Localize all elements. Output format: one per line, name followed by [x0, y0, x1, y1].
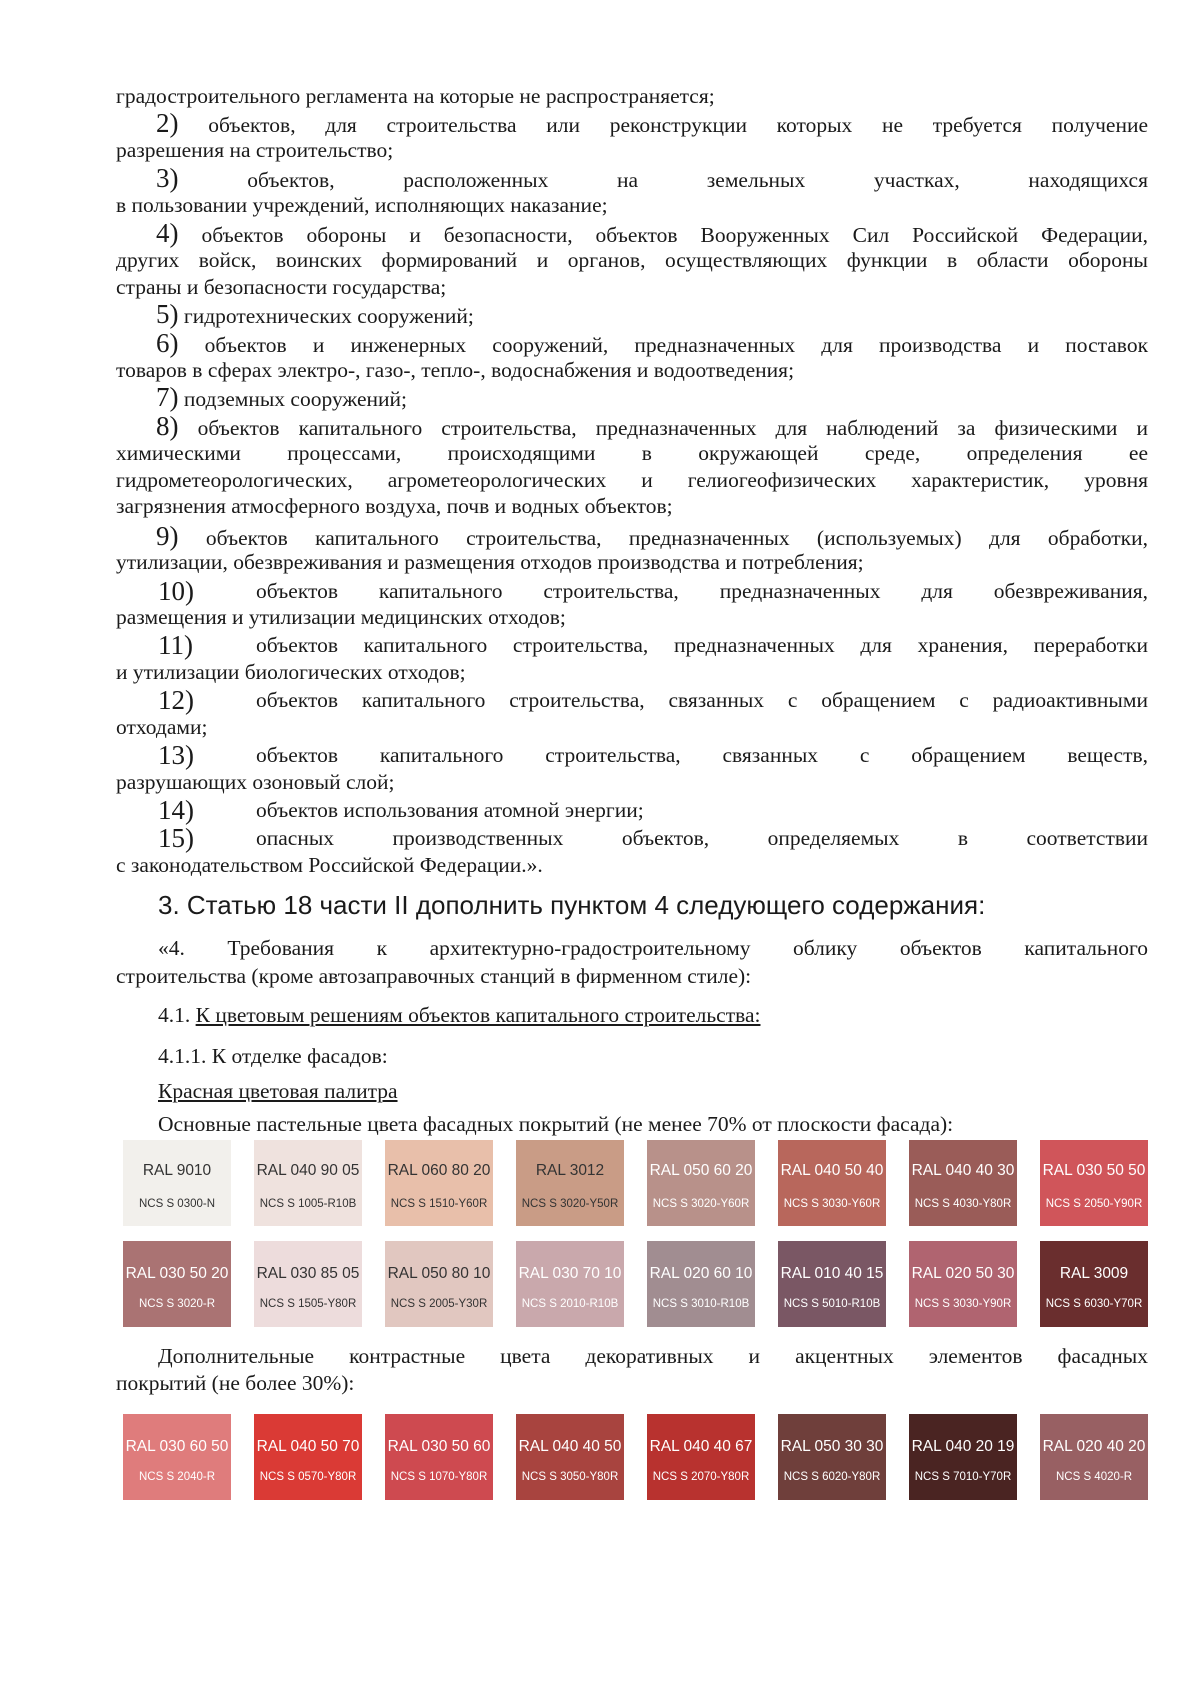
list-item-13: 13) объектов капитального строительства, связанных с обращением веществ, [158, 740, 1148, 770]
item-number: 15) [158, 823, 194, 853]
list-item-9: 9) объектов капитального строительства, предназначенных (используемых) для обработки, [156, 521, 1149, 551]
requirements-intro: «4. Требования к архитектурно-градостроительному облику объектов капитального [158, 936, 1148, 960]
list-item-8: 8) объектов капитального строительства, предназначенных для наблюдений за физическими и [156, 411, 1148, 441]
ncs-code: NCS S 0300-N [138, 1198, 216, 1210]
list-item-5: 5) гидротехнических сооружений; [156, 299, 474, 329]
list-item-11: 11) объектов капитального строительства, предназначенных для хранения, переработки [158, 630, 1148, 660]
ral-code: RAL 3012 [535, 1162, 605, 1179]
color-swatch [909, 1140, 1017, 1226]
item-number: 7) [156, 382, 179, 412]
ral-code: RAL 050 80 10 [387, 1265, 491, 1282]
ncs-code: NCS S 6030-Y70R [1045, 1298, 1143, 1310]
ral-code: RAL 040 40 50 [518, 1438, 622, 1455]
item-number: 14) [158, 795, 194, 825]
color-swatch [516, 1414, 624, 1500]
section-heading: 3. Статью 18 части II дополнить пунктом 4 следующего содержания: [158, 890, 986, 920]
item-number: 9) [156, 521, 179, 551]
ral-code: RAL 020 40 20 [1042, 1438, 1146, 1455]
ral-code: RAL 030 60 50 [125, 1438, 229, 1455]
color-swatch [909, 1414, 1017, 1500]
ncs-code: NCS S 4030-Y80R [914, 1198, 1012, 1210]
color-swatch [1040, 1140, 1148, 1226]
list-item-3-cont: в пользовании учреждений, исполняющих наказание; [116, 193, 608, 217]
ral-code: RAL 9010 [142, 1162, 212, 1179]
ncs-code: NCS S 2010-R10B [521, 1298, 619, 1310]
list-item-13-cont: разрушающих озоновый слой; [116, 770, 395, 794]
ncs-code: NCS S 3010-R10B [652, 1298, 750, 1310]
list-item-12-cont: отходами; [116, 715, 208, 739]
ncs-code: NCS S 3030-Y90R [914, 1298, 1012, 1310]
list-item-15-cont: с законодательством Российской Федерации.». [116, 853, 543, 877]
ncs-code: NCS S 5010-R10B [783, 1298, 881, 1310]
ncs-code: NCS S 0570-Y80R [259, 1471, 357, 1483]
color-swatch [254, 1140, 362, 1226]
ncs-code: NCS S 7010-Y70R [914, 1471, 1012, 1483]
ral-code: RAL 3009 [1059, 1265, 1129, 1282]
color-swatch [647, 1241, 755, 1327]
ral-code: RAL 040 50 70 [256, 1438, 360, 1455]
color-swatch [778, 1414, 886, 1500]
ral-code: RAL 050 60 20 [649, 1162, 753, 1179]
list-item-11-cont: и утилизации биологических отходов; [116, 660, 466, 684]
subsection-4-1-1: 4.1.1. К отделке фасадов: [158, 1044, 388, 1068]
item-number: 8) [156, 411, 179, 441]
item-number: 6) [156, 328, 179, 358]
color-swatch [778, 1241, 886, 1327]
item-number: 13) [158, 740, 194, 770]
color-swatch [123, 1241, 231, 1327]
ral-code: RAL 030 85 05 [256, 1265, 360, 1282]
ral-code: RAL 020 50 30 [911, 1265, 1015, 1282]
item-number: 4) [156, 218, 179, 248]
ncs-code: NCS S 3020-Y50R [521, 1198, 619, 1210]
color-swatch [1040, 1414, 1148, 1500]
item-number: 2) [156, 108, 179, 138]
item-number: 5) [156, 299, 179, 329]
color-swatch [385, 1414, 493, 1500]
list-item-2-cont: разрешения на строительство; [116, 138, 394, 162]
ral-code: RAL 040 20 19 [911, 1438, 1015, 1455]
list-item-14: 14) объектов использования атомной энергии; [158, 795, 644, 825]
ncs-code: NCS S 1005-R10B [259, 1198, 357, 1210]
ncs-code: NCS S 2070-Y80R [652, 1471, 750, 1483]
color-swatch [647, 1140, 755, 1226]
list-item-2: 2) объектов, для строительства или реконструкции которых не требуется получение [156, 108, 1148, 138]
color-swatch [123, 1414, 231, 1500]
list-item-8-cont: гидрометеорологических, агрометеорологических и гелиогеофизических характеристик, уровня [116, 468, 1148, 492]
item-number: 11) [158, 630, 193, 660]
list-item-9-cont: утилизации, обезвреживания и размещения отходов производства и потребления; [116, 550, 864, 574]
list-item-12: 12) объектов капитального строительства, связанных с обращением с радиоактивными [158, 685, 1148, 715]
ncs-code: NCS S 4020-R [1055, 1471, 1133, 1483]
list-item-4: 4) объектов обороны и безопасности, объектов Вооруженных Сил Российской Федерации, [156, 218, 1148, 248]
extra-colors-caption: Дополнительные контрастные цвета декоративных и акцентных элементов фасадных [158, 1344, 1148, 1368]
ncs-code: NCS S 1070-Y80R [390, 1471, 488, 1483]
ral-code: RAL 030 50 50 [1042, 1162, 1146, 1179]
palette-title: Красная цветовая палитра [158, 1079, 398, 1103]
main-colors-caption: Основные пастельные цвета фасадных покрытий (не менее 70% от плоскости фасада): [158, 1112, 954, 1136]
item-number: 3) [156, 163, 179, 193]
ncs-code: NCS S 3050-Y80R [521, 1471, 619, 1483]
color-swatch [647, 1414, 755, 1500]
paragraph-regulation-tail: градостроительного регламента на которые не распространяется; [116, 84, 715, 108]
ral-code: RAL 030 50 60 [387, 1438, 491, 1455]
color-swatch [385, 1140, 493, 1226]
list-item-7: 7) подземных сооружений; [156, 382, 408, 412]
ral-code: RAL 030 70 10 [518, 1265, 622, 1282]
ncs-code: NCS S 3020-R [138, 1298, 216, 1310]
list-item-15: 15) опасных производственных объектов, определяемых в соответствии [158, 823, 1148, 853]
list-item-8-cont: загрязнения атмосферного воздуха, почв и водных объектов; [116, 494, 673, 518]
color-swatch [778, 1140, 886, 1226]
list-item-10-cont: размещения и утилизации медицинских отходов; [116, 605, 566, 629]
ral-code: RAL 050 30 30 [780, 1438, 884, 1455]
ncs-code: NCS S 2050-Y90R [1045, 1198, 1143, 1210]
color-swatch [254, 1414, 362, 1500]
ncs-code: NCS S 6020-Y80R [783, 1471, 881, 1483]
extra-colors-caption-cont: покрытий (не более 30%): [116, 1371, 355, 1395]
ral-code: RAL 040 40 67 [649, 1438, 753, 1455]
ral-code: RAL 040 50 40 [780, 1162, 884, 1179]
color-swatch [516, 1241, 624, 1327]
list-item-4-cont: страны и безопасности государства; [116, 275, 447, 299]
color-swatch [385, 1241, 493, 1327]
list-item-6: 6) объектов и инженерных сооружений, предназначенных для производства и поставок [156, 328, 1149, 358]
ral-code: RAL 040 90 05 [256, 1162, 360, 1179]
list-item-3: 3) объектов, расположенных на земельных участках, находящихся [156, 163, 1148, 193]
ncs-code: NCS S 2005-Y30R [390, 1298, 488, 1310]
color-swatch [909, 1241, 1017, 1327]
item-number: 12) [158, 685, 194, 715]
list-item-8-cont: химическими процессами, происходящими в окружающей среде, определения ее [116, 441, 1148, 465]
subsection-4-1: 4.1. К цветовым решениям объектов капитального строительства: [158, 1003, 761, 1027]
item-number: 10) [158, 576, 194, 606]
color-swatch [254, 1241, 362, 1327]
list-item-6-cont: товаров в сферах электро-, газо-, тепло-, водоснабжения и водоотведения; [116, 358, 795, 382]
ncs-code: NCS S 3030-Y60R [783, 1198, 881, 1210]
ncs-code: NCS S 1510-Y60R [390, 1198, 488, 1210]
requirements-intro-cont: строительства (кроме автозаправочных станций в фирменном стиле): [116, 964, 752, 988]
ral-code: RAL 040 40 30 [911, 1162, 1015, 1179]
ral-code: RAL 060 80 20 [387, 1162, 491, 1179]
ncs-code: NCS S 3020-Y60R [652, 1198, 750, 1210]
ral-code: RAL 010 40 15 [780, 1265, 884, 1282]
color-swatch [1040, 1241, 1148, 1327]
ral-code: RAL 030 50 20 [125, 1265, 229, 1282]
ncs-code: NCS S 2040-R [138, 1471, 216, 1483]
ncs-code: NCS S 1505-Y80R [259, 1298, 357, 1310]
ral-code: RAL 020 60 10 [649, 1265, 753, 1282]
color-swatch [516, 1140, 624, 1226]
color-swatch [123, 1140, 231, 1226]
list-item-10: 10) объектов капитального строительства, предназначенных для обезвреживания, [158, 576, 1148, 606]
list-item-4-cont: других войск, воинских формирований и органов, осуществляющих функции в области обороны [116, 248, 1148, 272]
